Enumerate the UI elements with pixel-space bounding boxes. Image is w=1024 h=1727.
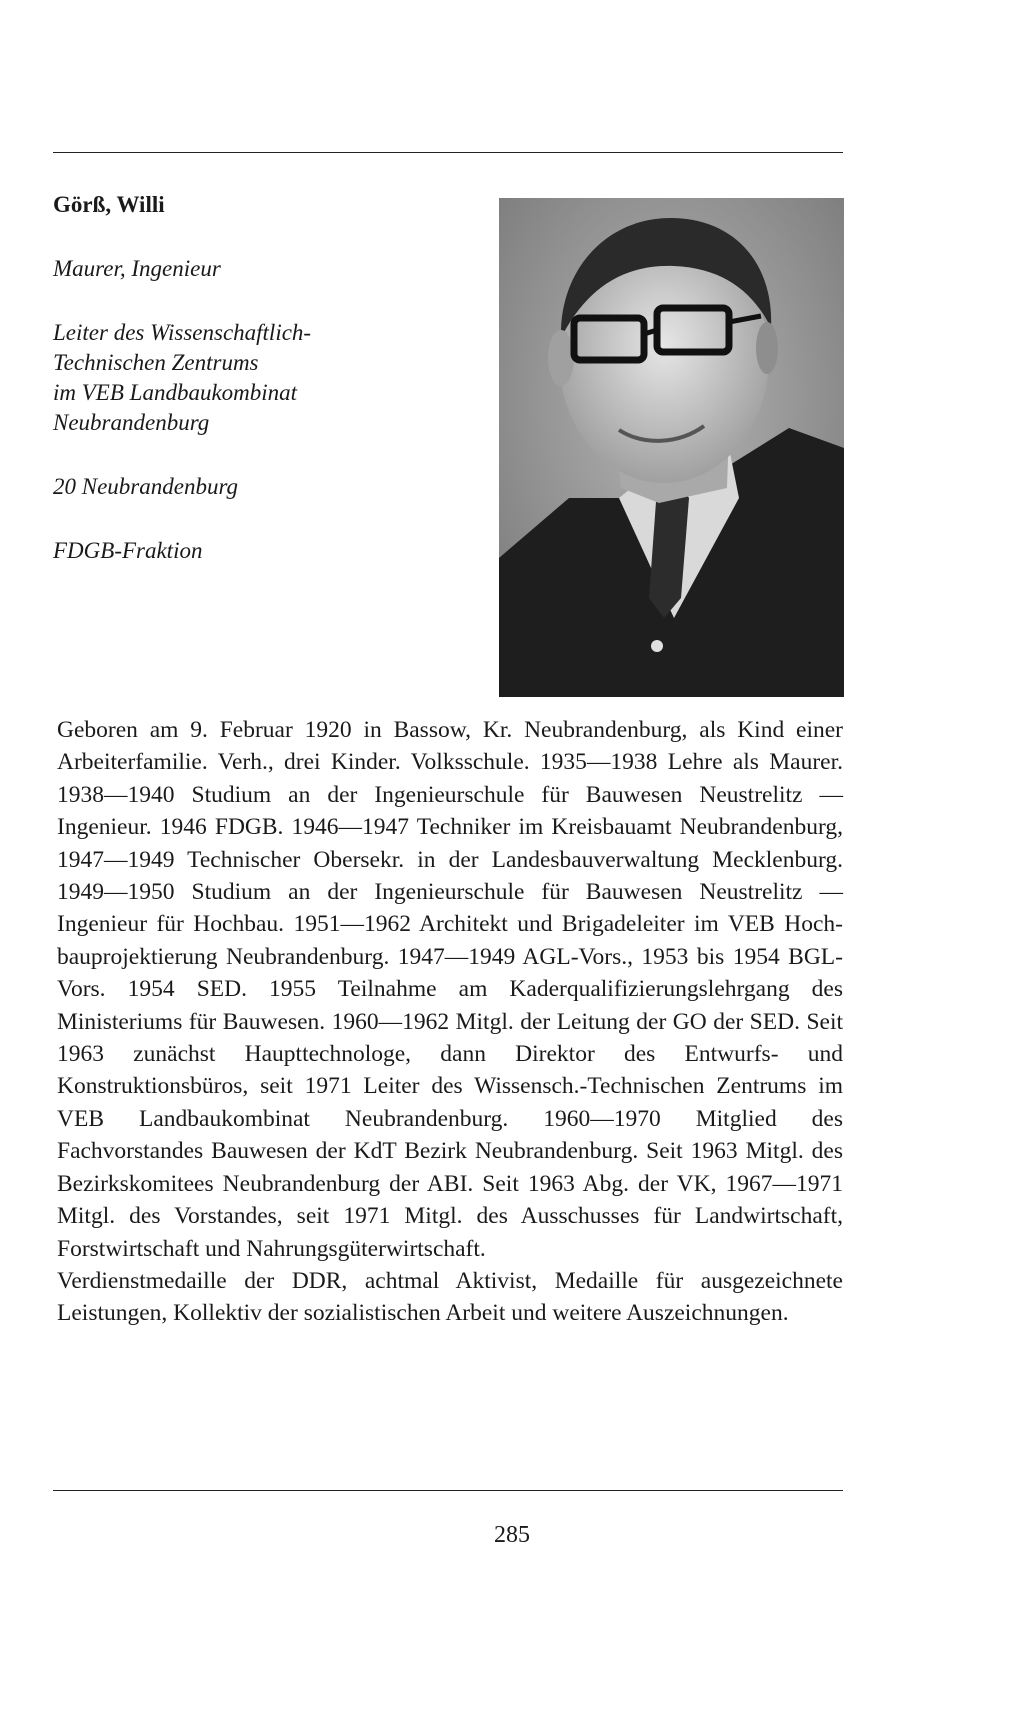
position-line: Neubrandenburg: [53, 410, 210, 435]
address: 20 Neubrandenburg: [53, 474, 239, 499]
entry-header: [53, 190, 473, 566]
person-name: Görß, Willi: [53, 192, 165, 217]
position-line: im VEB Landbaukombinat: [53, 380, 298, 405]
position-line: Technischen Zentrums: [53, 350, 259, 375]
portrait-illustration: [499, 198, 844, 697]
bottom-rule: [53, 1490, 843, 1491]
position-block: [53, 318, 473, 438]
page-number: 285: [494, 1522, 530, 1548]
portrait-photo: [499, 198, 844, 697]
biography: [57, 714, 843, 1330]
biography-paragraph: Geboren am 9. Februar 1920 in Bassow, Kr. Neubrandenburg, als Kind einer Arbeiterfamilie. Verh., drei Kinder. Volksschule. 1935—1938 Lehre als Maurer. 1938—1940 Studium an der Ingenieurschule für Bauwesen Neustrelitz — Ingenieur. 1946 FDGB. 1946—1947 Techniker im Kreisbauamt Neubrandenburg, 1947—1949 Technischer Obersekr. in der Landesbauverwaltung Mecklenburg. 1949—1950 Studium an der Ingenieurschule für Bauwesen Neustrelitz — Ingenieur für Hochbau. 1951—1962 Architekt und Brigadeleiter im VEB Hochbauprojektierung Neubrandenburg. 1947—1949 AGL-Vors., 1953 bis 1954 BGL-Vors. 1954 SED. 1955 Teilnahme am Kaderqualifizierungslehrgang des Ministeriums für Bauwesen. 1960—1962 Mitgl. der Leitung der GO der SED. Seit 1963 zunächst Haupttechnologe, dann Direktor des Entwurfs- und Konstruktionsbüros, seit 1971 Leiter des Wissensch.-Technischen Zentrums im VEB Landbaukombinat Neubrandenburg. 1960—1970 Mitglied des Fachvorstandes Bauwesen der KdT Bezirk Neubrandenburg. Seit 1963 Mitgl. des Bezirkskomitees Neubrandenburg der ABI. Seit 1963 Abg. der VK, 1967—1971 Mitgl. des Vorstandes, seit 1971 Mitgl. des Ausschusses für Landwirtschaft, Forstwirtschaft und Nahrungsgüterwirtschaft.: [57, 717, 843, 1262]
fraction: FDGB-Fraktion: [53, 538, 203, 563]
biography-paragraph: Verdienstmedaille der DDR, achtmal Aktivist, Medaille für ausgezeichnete Leistungen, Kollektiv der sozialistischen Arbeit und weitere Auszeichnungen.: [57, 1267, 843, 1327]
occupation: Maurer, Ingenieur: [53, 256, 221, 281]
top-rule: [53, 152, 843, 153]
position-line: Leiter des Wissenschaftlich-: [53, 320, 312, 345]
